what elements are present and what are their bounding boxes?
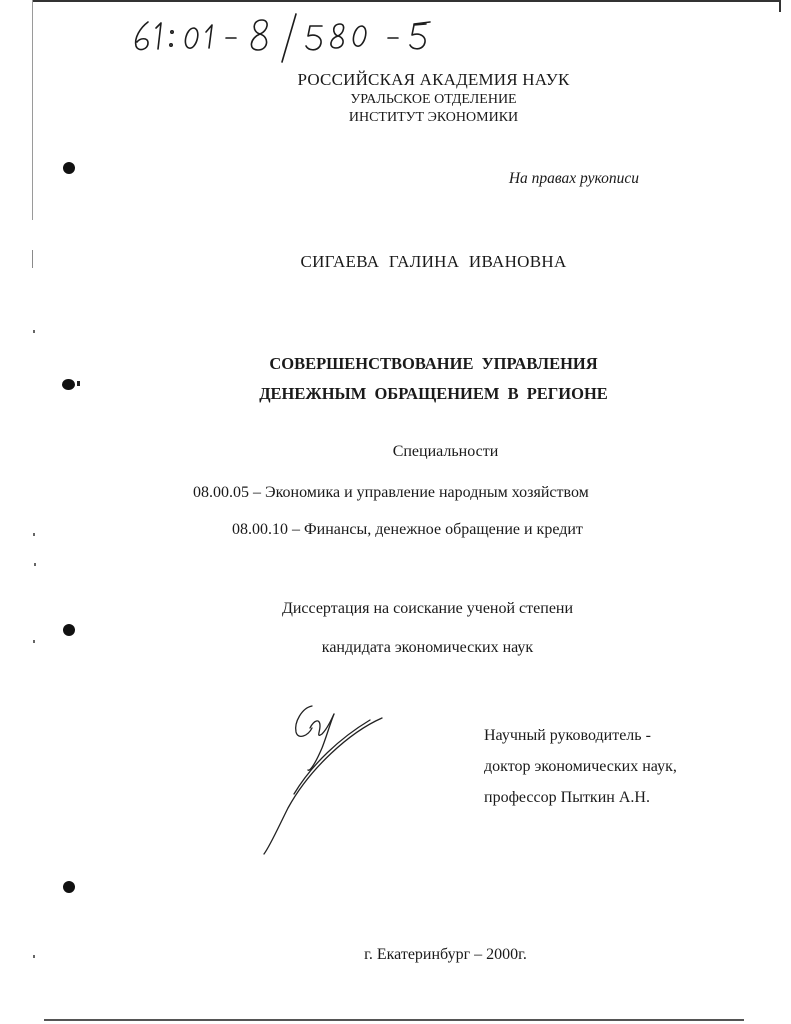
institute-name: ИНСТИТУТ ЭКОНОМИКИ [348,110,519,125]
scan-edge-mark [32,250,33,268]
scan-speck [33,330,35,333]
scan-edge-line [32,0,33,220]
branch-name: УРАЛЬСКОЕ ОТДЕЛЕНИЕ [350,92,517,107]
degree-line-2: кандидата экономических наук [321,639,534,656]
specialty-item: 08.00.05 – Экономика и управление народным хозяйством [193,484,589,501]
author-signature [250,698,390,858]
degree-line-1: Диссертация на соискание ученой степени [281,600,574,617]
scan-speck [33,955,35,958]
scan-right-border [779,0,781,12]
title-line-2: ДЕНЕЖНЫМ ОБРАЩЕНИЕМ В РЕГИОНЕ [259,384,608,403]
punch-hole [63,881,75,893]
scan-bottom-border [44,1019,744,1021]
academy-name: РОССИЙСКАЯ АКАДЕМИЯ НАУК [297,70,570,89]
handwritten-shelfmark [126,8,466,66]
scan-speck [34,563,36,566]
scan-speck [33,533,35,536]
punch-hole [63,624,75,636]
supervisor-line-3: профессор Пыткин А.Н. [484,789,650,806]
punch-hole [63,162,75,174]
specialty-item: 08.00.10 – Финансы, денежное обращение и кредит [232,521,583,538]
supervisor-line-2: доктор экономических наук, [484,758,677,775]
author-name: СИГАЕВА ГАЛИНА ИВАНОВНА [300,252,567,271]
scan-top-border [33,0,781,2]
title-line-1: СОВЕРШЕНСТВОВАНИЕ УПРАВЛЕНИЯ [269,354,598,373]
rights-notice: На правах рукописи [508,170,639,187]
place-and-year: г. Екатеринбург – 2000г. [364,946,527,963]
supervisor-line-1: Научный руководитель - [484,727,651,744]
specialties-heading: Специальности [392,443,499,460]
